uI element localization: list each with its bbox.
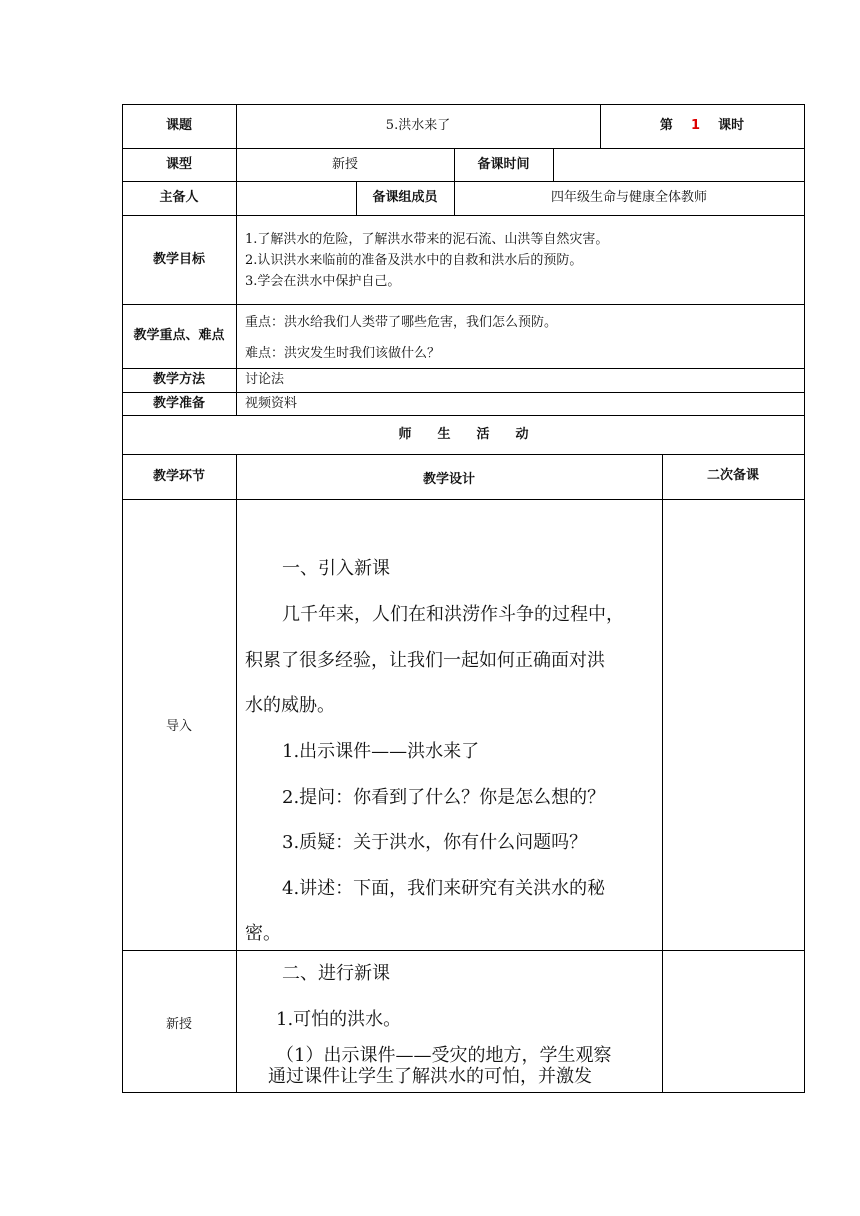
stage-label-new: 新授 <box>165 1017 192 1032</box>
design-line: 1.出示课件——洪水来了 <box>282 741 480 762</box>
objective-item: 2.认识洪水来临前的准备及洪水中的自救和洪水后的预防。 <box>245 253 583 268</box>
design-line: 通过课件让学生了解洪水的可怕，并激发 <box>268 1066 592 1087</box>
preparation-value: 视频资料 <box>245 396 298 411</box>
period-number: 1 <box>690 118 701 133</box>
design-line: 2.提问：你看到了什么？你是怎么想的？ <box>282 787 606 808</box>
design-line: 3.质疑：关于洪水，你有什么问题吗？ <box>282 832 588 853</box>
stage-label-intro: 导入 <box>165 719 192 734</box>
column-header-design: 教学设计 <box>422 472 475 487</box>
col-divider <box>804 104 805 1093</box>
row-divider <box>122 950 805 951</box>
design-line: 二、进行新课 <box>282 963 390 984</box>
key-points-label: 教学重点、难点 <box>133 328 225 343</box>
method-label: 教学方法 <box>152 372 205 387</box>
column-header-stage: 教学环节 <box>152 469 205 484</box>
design-line: （1）出示课件——受灾的地方，学生观察 <box>276 1045 612 1066</box>
focus-text: 重点：洪水给我们人类带了哪些危害，我们怎么预防。 <box>245 315 558 330</box>
design-line: 1.可怕的洪水。 <box>276 1009 402 1030</box>
design-line: 水的威胁。 <box>245 695 335 716</box>
lead-label: 主备人 <box>159 190 199 205</box>
prep-time-label: 备课时间 <box>477 157 530 172</box>
column-header-revision: 二次备课 <box>706 468 759 483</box>
preparation-label: 教学准备 <box>152 396 205 411</box>
group-value: 四年级生命与健康全体教师 <box>550 190 707 205</box>
col-divider <box>236 454 237 1093</box>
activity-title: 师 生 活 动 <box>398 427 529 442</box>
difficulty-text: 难点：洪灾发生时我们该做什么？ <box>245 346 441 361</box>
design-line: 密。 <box>245 923 281 944</box>
col-divider <box>662 454 663 1093</box>
period-cell <box>600 104 804 148</box>
period-prefix: 第 <box>659 118 673 133</box>
period-suffix: 课时 <box>718 118 745 133</box>
topic-label: 课题 <box>165 118 192 133</box>
design-line: 积累了很多经验，让我们一起如何正确面对洪 <box>245 650 605 671</box>
type-value: 新授 <box>331 157 358 172</box>
objective-item: 1.了解洪水的危险，了解洪水带来的泥石流、山洪等自然灾害。 <box>245 232 609 247</box>
group-label: 备课组成员 <box>372 190 438 205</box>
design-line: 4.讲述：下面，我们来研究有关洪水的秘 <box>282 878 606 899</box>
col-divider <box>553 148 554 181</box>
design-line: 一、引入新课 <box>282 558 390 579</box>
design-line: 几千年来，人们在和洪涝作斗争的过程中， <box>282 604 624 625</box>
method-value: 讨论法 <box>245 372 285 387</box>
type-label: 课型 <box>165 157 192 172</box>
objectives-label: 教学目标 <box>152 252 205 267</box>
objective-item: 3.学会在洪水中保护自己。 <box>245 274 401 289</box>
topic-value: 5.洪水来了 <box>385 118 451 133</box>
